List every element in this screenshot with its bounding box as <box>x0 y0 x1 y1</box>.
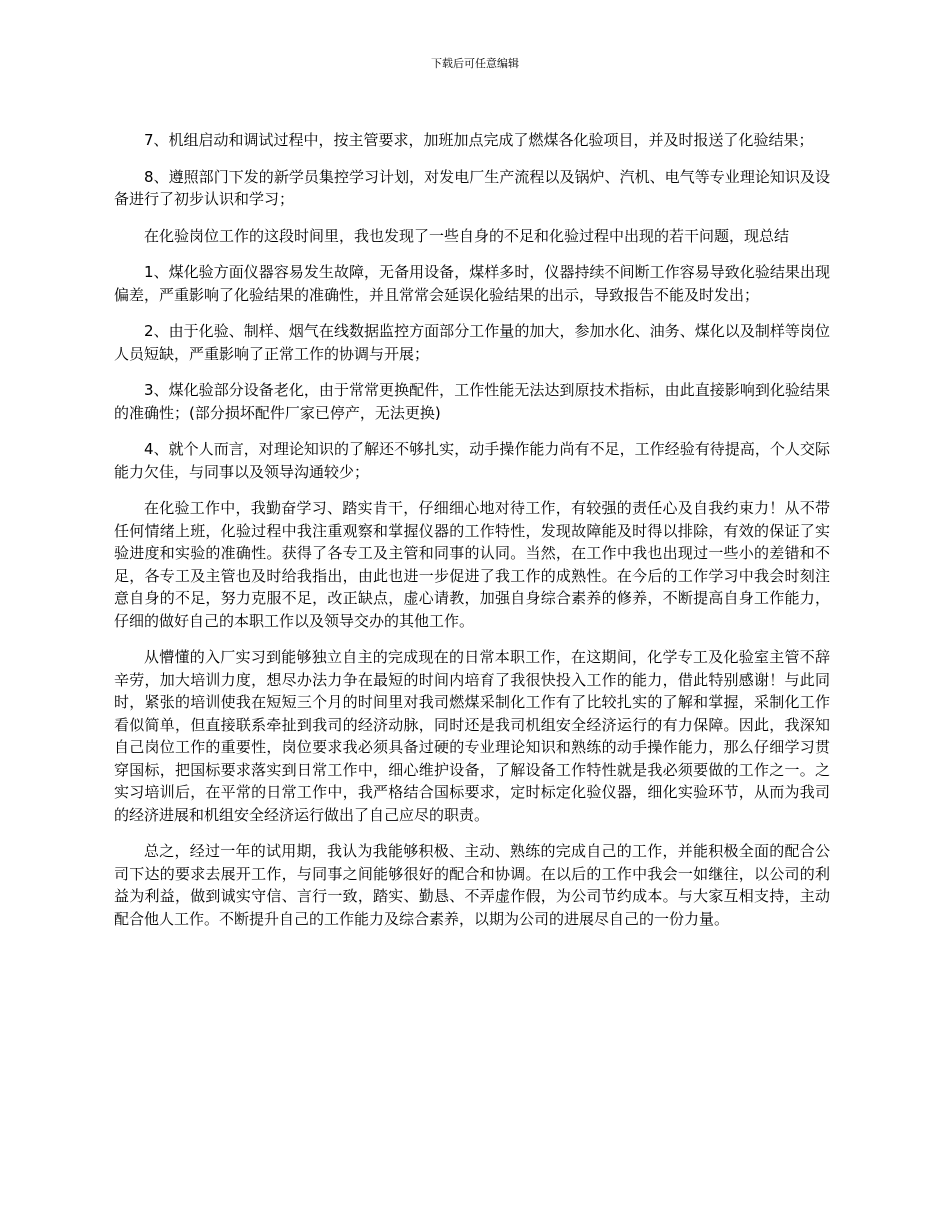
page-header: 下载后可任意编辑 <box>431 57 519 70</box>
paragraph-work-attitude: 在化验工作中，我勤奋学习、踏实肯干，仔细细心地对待工作，有较强的责任心及自我约束力！从不带任何情绪上班，化验过程中我注重观察和掌握仪器的工作特性，发现故障能及时得以排除，有效的保证了实验进度和实验的准确性。获得了各专工及主管和同事的认同。当然，在工作中我也出现过一些小的差错和不足，各专工及主管也及时给我指出，由此也进一步促进了我工作的成熟性。在今后的工作学习中我会时刻注意自身的不足，努力克服不足，改正缺点，虚心请教，加强自身综合素养的修养，不断提高自身工作能力，仔细的做好自己的本职工作以及领导交办的其他工作。 <box>114 499 830 630</box>
paragraph-issue-4: 4、就个人而言，对理论知识的了解还不够扎实，动手操作能力尚有不足，工作经验有待提高，个人交际能力欠佳，与同事以及领导沟通较少； <box>114 440 830 481</box>
paragraph-issue-3: 3、煤化验部分设备老化，由于常常更换配件，工作性能无法达到原技术指标，由此直接影响到化验结果的准确性；(部分损坏配件厂家已停产，无法更换) <box>114 381 830 422</box>
paragraph-summary-intro: 在化验岗位工作的这段时间里，我也发现了一些自身的不足和化验过程中出现的若干问题，现总结 <box>144 226 790 245</box>
paragraph-conclusion: 总之，经过一年的试用期，我认为我能够积极、主动、熟练的完成自己的工作，并能积极全面的配合公司下达的要求去展开工作，与同事之间能够很好的配合和协调。在以后的工作中我会一如继往，以公司的利益为利益，做到诚实守信、言行一致，踏实、勤恳、不弄虚作假，为公司节约成本。与大家互相支持，主动配合他人工作。不断提升自己的工作能力及综合素养，以期为公司的进展尽自己的一份力量。 <box>114 842 830 928</box>
paragraph-item-7: 7、机组启动和调试过程中，按主管要求，加班加点完成了燃煤各化验项目，并及时报送了化验结果； <box>144 131 814 149</box>
document-body <box>114 129 830 944</box>
paragraph-issue-2: 2、由于化验、制样、烟气在线数据监控方面部分工作量的加大，参加水化、油务、煤化以及制样等岗位人员短缺，严重影响了正常工作的协调与开展； <box>114 322 830 363</box>
paragraph-item-8: 8、遵照部门下发的新学员集控学习计划，对发电厂生产流程以及锅炉、汽机、电气等专业理论知识及设备进行了初步认识和学习； <box>114 167 830 208</box>
paragraph-issue-1: 1、煤化验方面仪器容易发生故障，无备用设备，煤样多时，仪器持续不间断工作容易导致化验结果出现偏差，严重影响了化验结果的准确性，并且常常会延误化验结果的出示，导致报告不能及时发出； <box>114 263 830 304</box>
paragraph-training: 从懵懂的入厂实习到能够独立自主的完成现在的日常本职工作，在这期间，化学专工及化验室主管不辞辛劳，加大培训力度，想尽办法力争在最短的时间内培育了我很快投入工作的能力，借此特别感谢！与此同时，紧张的培训使我在短短三个月的时间里对我司燃煤采制化工作有了比较扎实的了解和掌握，采制化工作看似简单，但直接联系牵扯到我司的经济动脉，同时还是我司机组安全经济运行的有力保障。因此，我深知自己岗位工作的重要性，岗位要求我必须具备过硬的专业理论知识和熟练的动手操作能力，那么仔细学习贯穿国标，把国标要求落实到日常工作中，细心维护设备，了解设备工作特性就是我必须要做的工作之一。之实习培训后，在平常的日常工作中，我严格结合国标要求，定时标定化验仪器，细化实验环节，从而为我司的经济进展和机组安全经济运行做出了自己应尽的职责。 <box>114 648 830 824</box>
